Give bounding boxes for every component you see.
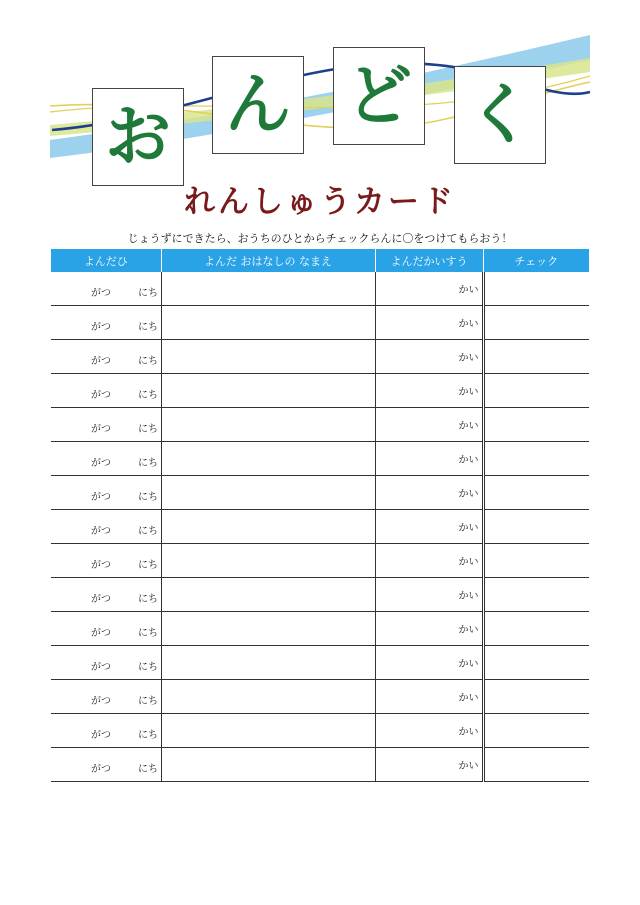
month-label: がつ <box>91 356 111 367</box>
read-count-cell[interactable] <box>375 578 483 612</box>
read-count-cell[interactable] <box>375 680 483 714</box>
story-title-cell[interactable] <box>161 510 375 544</box>
header-date-read: よんだひ <box>51 249 161 272</box>
count-unit-label: かい <box>458 523 479 534</box>
read-count-cell[interactable] <box>375 306 483 340</box>
table-row <box>51 612 589 646</box>
month-label: がつ <box>91 424 111 435</box>
date-cell[interactable] <box>51 340 161 374</box>
check-cell[interactable] <box>483 374 589 408</box>
read-count-cell[interactable] <box>375 646 483 680</box>
check-cell[interactable] <box>483 442 589 476</box>
read-count-cell[interactable] <box>375 340 483 374</box>
check-cell[interactable] <box>483 340 589 374</box>
header-story-title: よんだ おはなしの なまえ <box>161 249 375 272</box>
day-label: にち <box>138 288 158 299</box>
story-title-cell[interactable] <box>161 442 375 476</box>
table-row <box>51 442 589 476</box>
day-label: にち <box>138 560 158 571</box>
header-check: チェック <box>483 249 589 272</box>
table-row <box>51 510 589 544</box>
date-cell[interactable] <box>51 442 161 476</box>
table-header-row <box>51 249 589 272</box>
day-label: にち <box>138 594 158 605</box>
table-row <box>51 680 589 714</box>
count-unit-label: かい <box>458 659 479 670</box>
story-title-cell[interactable] <box>161 408 375 442</box>
day-label: にち <box>138 526 158 537</box>
check-cell[interactable] <box>483 714 589 748</box>
date-cell[interactable] <box>51 306 161 340</box>
date-cell[interactable] <box>51 748 161 782</box>
month-label: がつ <box>91 696 111 707</box>
date-cell[interactable] <box>51 476 161 510</box>
table-row <box>51 306 589 340</box>
count-unit-label: かい <box>458 761 479 772</box>
read-count-cell[interactable] <box>375 714 483 748</box>
day-label: にち <box>138 730 158 741</box>
table-row <box>51 272 589 306</box>
check-cell[interactable] <box>483 306 589 340</box>
table-row <box>51 408 589 442</box>
month-label: がつ <box>91 458 111 469</box>
count-unit-label: かい <box>458 693 479 704</box>
count-unit-label: かい <box>458 353 479 364</box>
table-row <box>51 374 589 408</box>
date-cell[interactable] <box>51 510 161 544</box>
month-label: がつ <box>91 322 111 333</box>
month-label: がつ <box>91 288 111 299</box>
count-unit-label: かい <box>458 727 479 738</box>
check-cell[interactable] <box>483 476 589 510</box>
check-cell[interactable] <box>483 272 589 306</box>
count-unit-label: かい <box>458 591 479 602</box>
date-cell[interactable] <box>51 680 161 714</box>
title-letter-n: ん <box>212 56 304 154</box>
day-label: にち <box>138 356 158 367</box>
check-cell[interactable] <box>483 612 589 646</box>
story-title-cell[interactable] <box>161 340 375 374</box>
month-label: がつ <box>91 628 111 639</box>
read-count-cell[interactable] <box>375 476 483 510</box>
count-unit-label: かい <box>458 557 479 568</box>
date-cell[interactable] <box>51 646 161 680</box>
count-unit-label: かい <box>458 421 479 432</box>
story-title-cell[interactable] <box>161 680 375 714</box>
month-label: がつ <box>91 560 111 571</box>
month-label: がつ <box>91 594 111 605</box>
check-cell[interactable] <box>483 578 589 612</box>
title-banner <box>0 0 640 190</box>
count-unit-label: かい <box>458 489 479 500</box>
read-count-cell[interactable] <box>375 748 483 782</box>
story-title-cell[interactable] <box>161 272 375 306</box>
story-title-cell[interactable] <box>161 306 375 340</box>
date-cell[interactable] <box>51 714 161 748</box>
count-unit-label: かい <box>458 625 479 636</box>
subtitle: れんしゅうカード <box>184 184 456 220</box>
check-cell[interactable] <box>483 646 589 680</box>
day-label: にち <box>138 492 158 503</box>
title-letter-ku: く <box>454 66 546 164</box>
day-label: にち <box>138 628 158 639</box>
month-label: がつ <box>91 390 111 401</box>
story-title-cell[interactable] <box>161 578 375 612</box>
story-title-cell[interactable] <box>161 714 375 748</box>
check-cell[interactable] <box>483 680 589 714</box>
table-row <box>51 748 589 782</box>
count-unit-label: かい <box>458 387 479 398</box>
table-row <box>51 544 589 578</box>
table-row <box>51 578 589 612</box>
instruction-text: じょうずにできたら、おうちのひとからチェックらんに〇をつけてもらおう！ <box>127 232 513 245</box>
date-cell[interactable] <box>51 612 161 646</box>
date-cell[interactable] <box>51 544 161 578</box>
day-label: にち <box>138 424 158 435</box>
read-count-cell[interactable] <box>375 510 483 544</box>
date-cell[interactable] <box>51 272 161 306</box>
table-row <box>51 646 589 680</box>
read-count-cell[interactable] <box>375 408 483 442</box>
date-cell[interactable] <box>51 374 161 408</box>
month-label: がつ <box>91 662 111 673</box>
read-count-cell[interactable] <box>375 544 483 578</box>
table-row <box>51 340 589 374</box>
count-unit-label: かい <box>458 455 479 466</box>
read-count-cell[interactable] <box>375 612 483 646</box>
story-title-cell[interactable] <box>161 544 375 578</box>
day-label: にち <box>138 696 158 707</box>
read-count-cell[interactable] <box>375 272 483 306</box>
story-title-cell[interactable] <box>161 748 375 782</box>
day-label: にち <box>138 764 158 775</box>
story-title-cell[interactable] <box>161 476 375 510</box>
check-cell[interactable] <box>483 544 589 578</box>
day-label: にち <box>138 662 158 673</box>
check-cell[interactable] <box>483 748 589 782</box>
date-cell[interactable] <box>51 578 161 612</box>
reading-log-table <box>51 249 589 782</box>
table-row <box>51 714 589 748</box>
title-letter-do: ど <box>333 47 425 145</box>
month-label: がつ <box>91 526 111 537</box>
header-read-count: よんだかいすう <box>375 249 483 272</box>
count-unit-label: かい <box>458 319 479 330</box>
day-label: にち <box>138 458 158 469</box>
day-label: にち <box>138 390 158 401</box>
check-cell[interactable] <box>483 408 589 442</box>
count-unit-label: かい <box>458 285 479 296</box>
date-cell[interactable] <box>51 408 161 442</box>
check-cell[interactable] <box>483 510 589 544</box>
story-title-cell[interactable] <box>161 374 375 408</box>
read-count-cell[interactable] <box>375 442 483 476</box>
month-label: がつ <box>91 492 111 503</box>
story-title-cell[interactable] <box>161 612 375 646</box>
title-letter-o: お <box>92 88 184 186</box>
day-label: にち <box>138 322 158 333</box>
story-title-cell[interactable] <box>161 646 375 680</box>
month-label: がつ <box>91 764 111 775</box>
table-row <box>51 476 589 510</box>
read-count-cell[interactable] <box>375 374 483 408</box>
month-label: がつ <box>91 730 111 741</box>
